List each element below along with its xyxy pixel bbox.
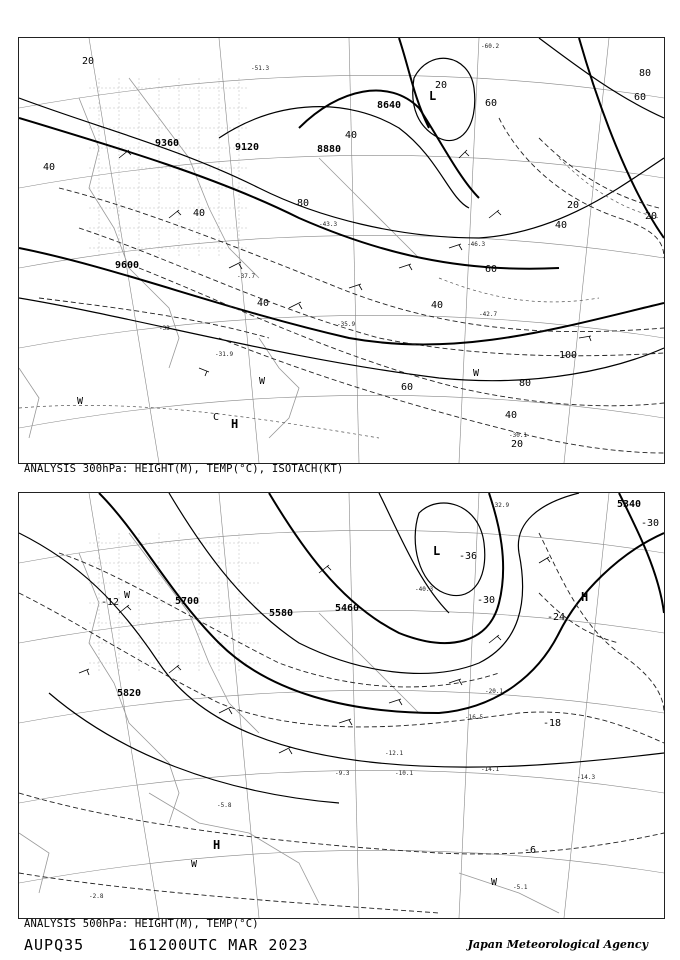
isotach-label: 40 <box>193 208 206 219</box>
map-500hpa <box>18 492 665 919</box>
isotach-label: 60 <box>634 92 647 103</box>
hatch-region <box>89 78 249 258</box>
isotherm-label: -24 <box>547 612 566 623</box>
height-label: 9120 <box>235 142 260 153</box>
wind-barbs <box>79 557 550 754</box>
caption-300hpa: ANALYSIS 300hPa: HEIGHT(M), TEMP(°C), ISOTACH(KT) <box>24 463 344 475</box>
high-center-symbol: H <box>581 590 589 604</box>
temp-label: -35.9 <box>337 321 356 328</box>
warm-center-symbol: W <box>491 877 498 888</box>
temp-labels <box>89 502 595 900</box>
temp-label: -20.1 <box>485 688 504 695</box>
height-label: 8640 <box>377 100 402 111</box>
isotach-label: 40 <box>555 220 568 231</box>
height-label: 5460 <box>335 603 360 614</box>
height-contours <box>19 493 664 803</box>
height-label: 5820 <box>117 688 142 699</box>
isotherm-labels <box>101 518 659 856</box>
isotherm-label: -6 <box>524 845 537 856</box>
warm-center-symbol: W <box>259 376 266 387</box>
agency-credit: Japan Meteorological Agency <box>467 938 648 951</box>
temp-label: -2.8 <box>89 893 104 900</box>
temp-label: -14.1 <box>481 766 500 773</box>
chart-code: AUPQ35 <box>24 936 85 954</box>
isotach-label: 40 <box>43 162 56 173</box>
warm-center-symbol: W <box>191 859 198 870</box>
graticule <box>19 493 664 918</box>
temp-labels <box>159 43 527 439</box>
temp-label: -37.7 <box>237 273 256 280</box>
isotach-label: 40 <box>257 298 270 309</box>
height-label: 5580 <box>269 608 294 619</box>
isotach-label: 20 <box>511 439 524 450</box>
graticule <box>19 38 664 463</box>
height-labels <box>115 100 401 271</box>
isotherms <box>19 158 659 438</box>
temp-label: -40.3 <box>415 586 434 593</box>
isotach-label: 20 <box>435 80 448 91</box>
temp-label: -43.3 <box>319 221 338 228</box>
map-500hpa-canvas <box>19 493 664 918</box>
isotach-label: 20 <box>567 200 580 211</box>
isotherm-label: -30 <box>477 595 496 606</box>
height-label: 8880 <box>317 144 342 155</box>
temp-label: -5.1 <box>513 884 528 891</box>
isotach-label: 40 <box>505 410 518 421</box>
wind-barbs <box>119 150 591 376</box>
isotach-label: 80 <box>519 378 532 389</box>
temp-label: -42.7 <box>479 311 498 318</box>
isotach-label: 20 <box>82 56 95 67</box>
temp-label: -46.3 <box>467 241 486 248</box>
isotach-label: 60 <box>485 264 498 275</box>
isotach-label: 80 <box>297 198 310 209</box>
isotach-label: 60 <box>485 98 498 109</box>
isotach-label: 100 <box>559 350 578 361</box>
high-center-symbol: H <box>231 417 239 431</box>
temp-label: -10.1 <box>395 770 414 777</box>
height-label: 5700 <box>175 596 200 607</box>
temp-label: -51.3 <box>251 65 270 72</box>
height-labels <box>117 499 641 699</box>
temp-label: -9.3 <box>335 770 350 777</box>
cold-center-symbol: C <box>213 412 220 423</box>
warm-center-symbol: W <box>77 396 84 407</box>
isotach-label: 40 <box>345 130 358 141</box>
temp-label: -32.9 <box>491 502 510 509</box>
temp-label: -14.3 <box>577 774 596 781</box>
low-center-symbol: L <box>429 89 437 103</box>
isotherm-label: -30 <box>641 518 660 529</box>
isotach-label: 60 <box>401 382 414 393</box>
temp-label: -5.8 <box>217 802 232 809</box>
map-300hpa-canvas <box>19 38 664 463</box>
valid-time: 161200UTC MAR 2023 <box>128 936 309 954</box>
warm-center-symbol: W <box>124 590 131 601</box>
height-label: 9600 <box>115 260 140 271</box>
temp-label: -60.2 <box>481 43 500 50</box>
isotherm-label: -12 <box>101 597 120 608</box>
height-label: 9360 <box>155 138 180 149</box>
temp-label: -33 <box>159 325 170 332</box>
isotherm-label: -36 <box>459 551 478 562</box>
caption-500hpa: ANALYSIS 500hPa: HEIGHT(M), TEMP(°C) <box>24 918 259 930</box>
isotach-label: 20 <box>645 211 658 222</box>
warm-center-symbol: W <box>473 368 480 379</box>
low-center-symbol: L <box>433 544 441 558</box>
isotherm-label: -18 <box>543 718 562 729</box>
temp-label: -31.9 <box>215 351 234 358</box>
map-300hpa <box>18 37 665 464</box>
temp-label: -30.1 <box>509 432 528 439</box>
height-label: 5340 <box>617 499 642 510</box>
isotach-label: 40 <box>431 300 444 311</box>
temp-label: -12.1 <box>385 750 404 757</box>
isotach-labels <box>43 56 657 450</box>
high-center-symbol: H <box>213 838 221 852</box>
isotach-label: 80 <box>639 68 652 79</box>
temp-label: -16.5 <box>465 714 484 721</box>
